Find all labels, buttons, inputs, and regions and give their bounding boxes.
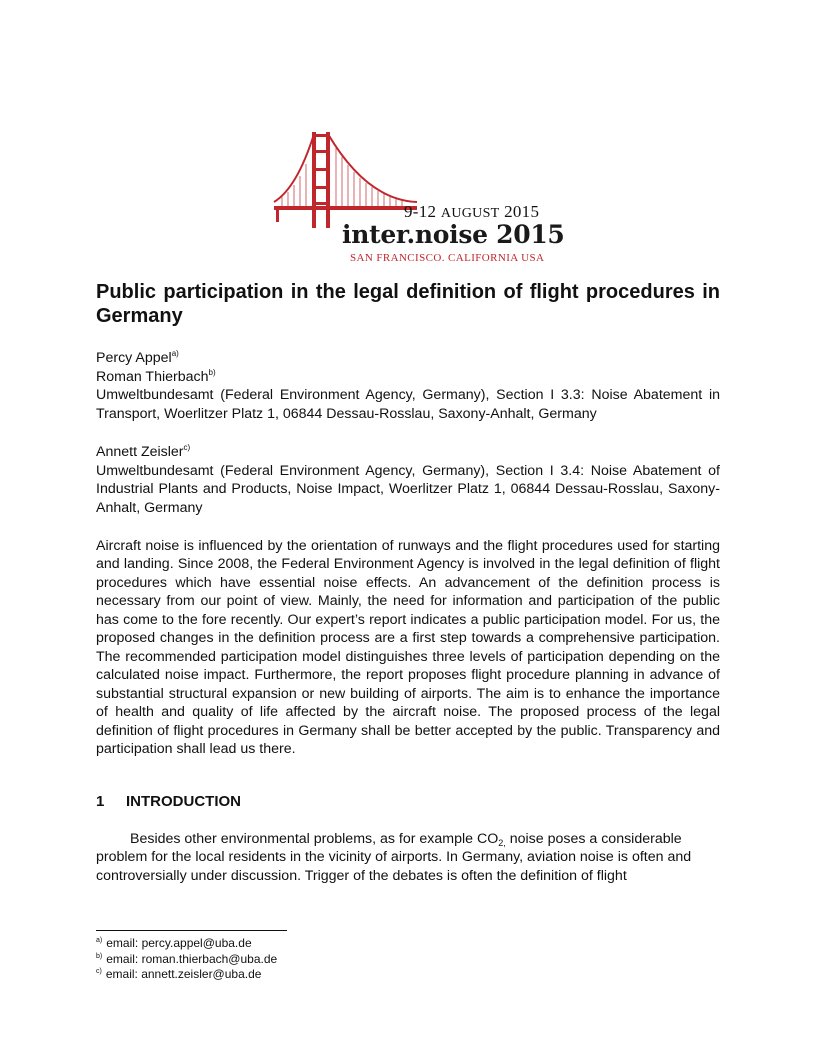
abstract: Aircraft noise is influenced by the orientation of runways and the flight procedures used for starting and landing. Since 2008, the Federal Environment Agency is involved in the legal definition of flight procedures which have essential noise effects. An advancement of the definition process is necessary from our point of view. Mainly, the need for information and participation of the public has come to the fore recently. Our expert’s report indicates a public participation model. For us, the proposed changes in the definition process are a first step towards a comprehensive participation. The recommended participation model distinguishes three levels of participation depending on the calculated noise impact. Furthermore, the report proposes flight procedure planning in advance of substantial structural expansion or new building of airports. The aim is to enhance the importance of health and quality of life affected by the aircraft noise. The proposed process of the legal definition of flight procedures in Germany shall be better accepted by the public. Transparency and participation shall lead us there. [96, 538, 720, 757]
footnote: $^{c)}$ email: annett.zeisler@uba.de [96, 967, 262, 982]
footnote: $^{a)}$ email: percy.appel@uba.de [96, 936, 252, 950]
footnote: $^{b)}$ email: roman.thierbach@uba.de [96, 951, 278, 966]
golden-gate-bridge-icon [272, 128, 417, 228]
intro-paragraph: Besides other environmental problems, as for example $CO_{2,}$ noise poses a considerable problem for the local residents in the vicinity of airports. In Germany, aviation noise is often and controversially under discussion. Trigger of the debates is often the definition of flight [96, 831, 692, 884]
conference-brand: inter.noise 2015 [342, 220, 565, 249]
author-name: Percy Appel$^{a)}$ [96, 349, 179, 366]
author-block-2 [96, 443, 720, 517]
author-block-1 [96, 349, 720, 423]
paper-title: Public participation in the legal definition of flight procedures in Germany [96, 281, 720, 327]
conference-logo [272, 128, 565, 268]
author-affiliation: Umweltbundesamt (Federal Environment Agency, Germany), Section I 3.3: Noise Abatement in Transport, Woerlitzer Platz 1, 06844 Dessau-Rosslau, Saxony-Anhalt, Germany [96, 387, 720, 422]
footnote-divider [96, 930, 287, 931]
conference-date: 9-12 AUGUST 2015 [404, 202, 540, 221]
author-name: Annett Zeisler$^{c)}$ [96, 443, 191, 460]
author-name: Roman Thierbach$^{b)}$ [96, 367, 216, 385]
footnotes [96, 936, 277, 983]
author-affiliation: Umweltbundesamt (Federal Environment Agency, Germany), Section I 3.4: Noise Abatement of Industrial Plants and Products, Noise Impact, Woerlitzer Platz 1, 06844 Dessau-Rosslau, Saxony-Anhalt, Germany [96, 462, 720, 516]
section-heading: 1 INTRODUCTION [96, 793, 241, 810]
conference-location: SAN FRANCISCO. CALIFORNIA USA [350, 252, 545, 264]
